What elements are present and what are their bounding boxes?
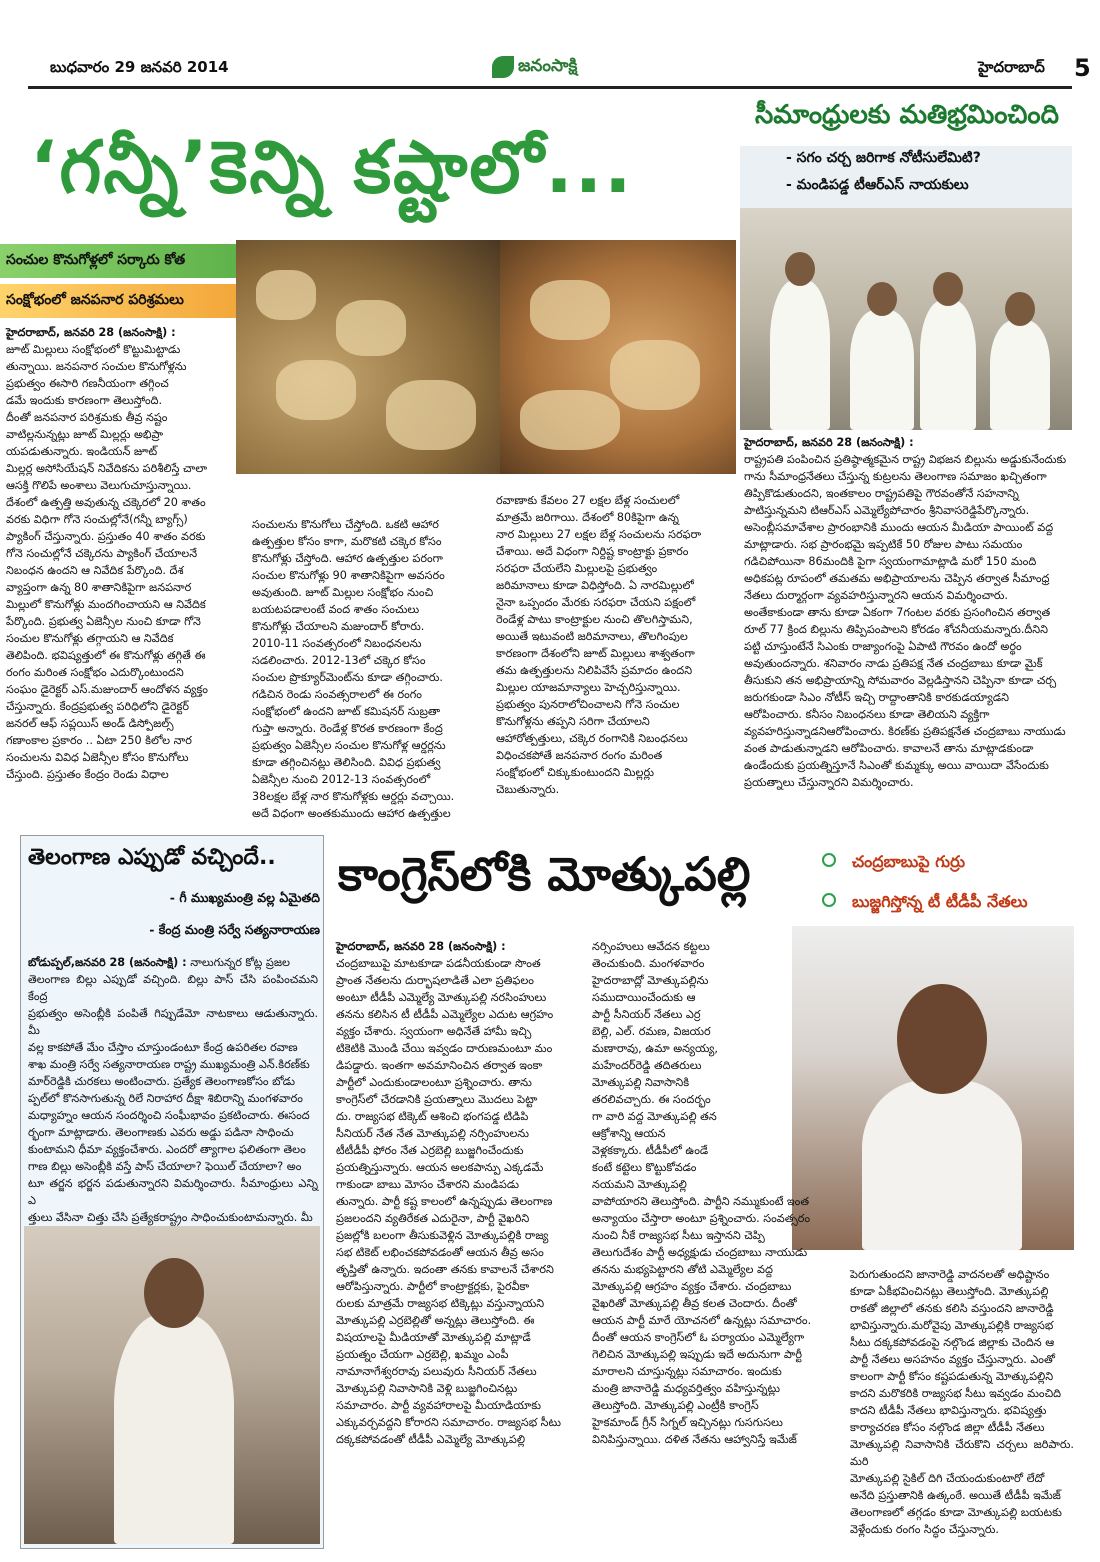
page-number: 5 — [1074, 54, 1091, 82]
text-line: పార్టీ సీనియర్‌ నేతలు ఎర్ర — [592, 1008, 701, 1021]
text-line: కుంటామని ధీమా వ్యక్తంచేశారు. ఎందరో త్యాగాల ఫలితంగా తెలం — [28, 1143, 306, 1156]
text-line: నిబంధన ఉందని ఆ నివేదిక పేర్కొంది. దేశ — [6, 564, 184, 577]
text-line: రాష్ట్రపతి పంపించిన ప్రతిష్ఠాత్మకమైన రాష్ట్ర విభజన బిల్లును అడ్డుకునేందుకు — [744, 453, 1067, 466]
right-headline: సీమాంధ్రులకు మతిభ్రమించింది — [755, 100, 1059, 130]
text-line: తనను కలిసిన టీ టీడీపీ ఎమ్మెల్యేల ఎదుట ఆగ్రహం — [336, 1008, 554, 1021]
text-line: జనరల్‌ ఆఫ్‌ సప్లయిస్‌ అండ్‌ డిస్పోజల్స్‌ — [6, 717, 174, 730]
text-line: మిల్లులో కొనుగోళ్లు మందగించాయని ఆ నివేదిక — [6, 598, 206, 611]
text-line: మధ్యాహ్నం ఆయన సందర్శించి సంఘీభావం ప్రకటించారు. ఈసంద — [28, 1109, 310, 1122]
text-line: కార్యాచరణ కోసం నల్గొండ జిల్లా టీడీపీ నేతలు — [850, 1421, 1045, 1434]
text-line: చెబుతున్నారు. — [496, 783, 560, 796]
main-column-3 — [496, 492, 732, 798]
newspaper-logo — [492, 52, 622, 82]
text-line: సభ టికెట్‌ లభించకపోవడంతో ఆయన తీవ్ర అసం — [336, 1246, 544, 1259]
text-line: కాదని టీడీపీ నేతలు భావిస్తున్నారు. భవిష్యత్తు — [850, 1404, 1047, 1417]
text-line: బెల్లి, ఎల్‌. రమణ, విజయర — [592, 1025, 711, 1038]
text-line: ప్రయత్నం చేయగా ఎర్రబెల్లి, ఖమ్మం ఎంపీ — [336, 1348, 509, 1361]
text-line: తెలంగాణ బిల్లు ఎప్పుడో వచ్చింది. బిల్లు పాస్‌ చేసి పంపించమని కేంద్ర — [28, 973, 318, 1003]
main-headline: ‘గన్నీ’కెన్ని కష్టాలో... — [30, 125, 634, 209]
text-line: వైఖరితో మోత్కుపల్లి తీవ్ర కలత చెందారు. దీంతో — [592, 1297, 797, 1310]
text-line: వంత పాడుతున్నాడని ఆరోపించారు. కావాలనే తాను మాట్లాడకుండా — [744, 742, 1034, 755]
text-line: ప్రజలందని వ్యతిరేకత ఎదురైనా, పార్టీ వైఖరిని — [336, 1212, 530, 1225]
text-line: మార్‌రెడ్డికి చురకలు అంటించారు. ప్రత్యేక తెలంగాణకోసం బోడు — [28, 1075, 295, 1088]
text-line: నర్సింహులు ఆవేదన కట్టలు — [592, 940, 710, 953]
text-line: మోత్కుపల్లి నివాసానికి చేరుకొని చర్చలు జరిపారు. మరి — [850, 1438, 1074, 1468]
text-line: కారణంగా దేశంలోని జూట్‌ మిల్లులు శాశ్వతంగా — [496, 647, 695, 660]
bullet-2: బుజ్జగిస్తోన్న టీ టీడీపీ నేతలు — [822, 892, 1028, 915]
text-line: సంచులను కొనుగోలు చేస్తోంది. ఒకటి ఆహార — [252, 518, 439, 531]
text-line: నైనా ఒప్పందం మేరకు సరఫరా చేయని పక్షంలో — [496, 596, 696, 609]
box-dateline: బోడుప్పల్‌,జనవరి 28 (జనంసాక్షి) : — [28, 956, 187, 969]
text-line: డిపడ్డారు. ఇంతగా అవమానించిన తర్వాత ఇంకా — [336, 1059, 543, 1072]
text-line: అన్యాయం చేస్తారా అంటూ ప్రశ్నించారు. సంవత్సరం — [592, 1212, 811, 1225]
text-line: హైదరాబాద్లో మోత్కుపల్లిను — [592, 974, 709, 987]
right-sub-1: - సగం చర్చ జరిగాక నోటీసులేమిటి? — [786, 150, 981, 166]
text-line: గెలిచిన మోత్కుపల్లి ఇప్పుడు ఇదే అదునుగా పార్టీ — [592, 1348, 803, 1361]
text-line: రాకతో జిల్లాలో తనకు కలిసి వస్తుందని జానారెడ్డి — [850, 1302, 1054, 1315]
text-line: నామానాగేశ్వరరావు పలువురు సీనియర్‌ నేతలు — [336, 1365, 537, 1378]
text-line: గాకుండా బాబు మోసం చేశారని మండిపడు — [336, 1178, 520, 1191]
text-line: రవాణాకు కేవలం 27 లక్షల బేళ్ల సంచులలో — [496, 494, 680, 507]
text-line: చంద్రబాబుపై మాటకూడా పడనీయకుండా సొంత — [336, 957, 541, 970]
text-line: తమ ఉత్పత్తులను నిలిపివేసే ప్రమాదం ఉందని — [496, 664, 693, 677]
text-line: డమే ఇందుకు కారణంగా తెలుస్తోంది. — [6, 394, 163, 407]
text-line: అవుతుందన్నారు. శనివారం నాడు ప్రతిపక్ష నేత చంద్రబాబు కూడా మైక్‌ — [744, 657, 1043, 670]
congress-headline: కాంగ్రెస్‌లోకి మోత్కుపల్లి — [338, 847, 751, 901]
text-line: నయమని మోత్కుపల్లి — [592, 1178, 687, 1191]
right-dateline: హైదరాబాద్‌, జనవరి 28 (జనంసాక్షి) : — [744, 436, 914, 449]
text-line: తీసుకుని తన అభిప్రాయాన్ని సోమవారం వెల్లడిస్తానని చెప్పినా కూడా చర్చ — [744, 674, 1057, 687]
text-line: గాణ బిల్లు అసెంబ్లీకి వస్తే పాస్‌ చేయాలా? ఫెయిల్‌ చేయాలా? అం — [28, 1160, 302, 1173]
text-line: కొనుగోళ్లు చేస్తోంది. ఆహార ఉత్పత్తుల పరంగా — [252, 552, 443, 565]
text-line: సంచుల కొనుగోళ్లు 90 శాతానికిపైగా అవసరం — [252, 569, 445, 582]
text-line: తృప్తితో ఉన్నారు. ఇదంతా తనకు కావాలనే చేశారని — [336, 1263, 554, 1276]
text-line: ప్రభుత్వం ఈసారి గణనీయంగా తగ్గించ — [6, 377, 169, 390]
text-line: కొనుగోళ్లు చేయాలని మజుందార్‌ కోరారు. — [252, 620, 425, 633]
text-line: ఆయన పార్టీ మారే యోచనలో ఉన్నట్లు సమాచారం. — [592, 1314, 812, 1327]
text-line: ఎక్కువర్చవద్దని కోరారని సమాచారం. రాజ్యసభ సీటు — [336, 1416, 562, 1429]
text-line: ప్రయత్నిస్తున్నారు. ఆయన అలకపాన్పు ఎక్కడమే — [336, 1161, 544, 1174]
text-line: సంక్షోభంలో ఉందని జూట్‌ కమిషనర్‌ సుబ్రతా — [252, 705, 441, 718]
right-subheads — [740, 146, 1072, 208]
text-line: మాత్రమే జరిగాయి. దేశంలో 80కిపైగా ఉన్న — [496, 511, 679, 524]
text-line: కాంగ్రెస్‌లో చేరడానికి ప్రయత్నాలు మొదలు పెట్టా — [336, 1093, 538, 1106]
bullet-1: చంద్రబాబుపై గుర్రు — [822, 852, 965, 875]
minister-photo — [24, 1226, 320, 1544]
text-line: వాపోయారని తెలుస్తోంది. పార్టీని నమ్ముకుంటే ఇంత — [592, 1195, 810, 1208]
main-tag-1: సంచుల కొనుగోళ్లలో సర్కారు కోత — [0, 244, 236, 278]
text-line: మిల్లర్ల అసోసియేషన్‌ నివేదికను పరిశీలిస్తే చాలా — [6, 462, 208, 475]
text-line: ప్యాకింగ్‌ చేస్తున్నారు. ప్రస్తుతం 40 శాతం వరకు — [6, 530, 206, 543]
text-line: మోత్కుపల్లి సైకిల్‌ దిగి చేయందుకుంటారో లేదో — [850, 1472, 1045, 1485]
right-column — [744, 434, 1072, 791]
text-line: భావిస్తున్నారు.మరోవైపు మోత్కుపల్లికి రాజ్యసభ — [850, 1319, 1054, 1332]
congress-column-3 — [850, 1266, 1074, 1538]
text-line: 38లక్షల బేళ్ల నార కొనుగోళ్లకు ఆర్డర్లు వచ్చాయి. — [252, 790, 455, 803]
bullet-dot-icon — [822, 853, 836, 867]
text-line: చేస్తుంది. ప్రస్తుతం కేంద్రం రెండు విధాల — [6, 768, 169, 781]
text-line: మణారావు, ఉమా అన్యయ్య, — [592, 1042, 718, 1055]
text-line: ఏజెన్సీల నుంచి 2012-13 సంవత్సరంలో — [252, 773, 431, 786]
text-line: తున్నాయి. జనపనార సంచుల కొనుగోళ్లను — [6, 360, 187, 373]
text-line: వ్యక్తం చేశారు. స్వయంగా అధినేతే హామీ ఇచ్చి — [336, 1025, 532, 1038]
text-line: గా వారి వద్ద మోత్కుపల్లి తన — [592, 1110, 717, 1123]
text-line: గోనె సంచుల్లోనే చక్కెరను ప్యాకింగ్‌ చేయాలనే — [6, 547, 198, 560]
text-line: కూడా ఏకీభవించినట్లు తెలుస్తోంది. మోత్కుపల్లి — [850, 1285, 1049, 1298]
text-line: ప్రజల్లోకి బలంగా తీసుకువెళ్లిన మోత్కుపల్లికి రాజ్య — [336, 1229, 549, 1242]
text-line: సీనియర్‌ నేత నేత మోత్కుపల్లి నర్సింహులను — [336, 1127, 530, 1140]
logo-name: జనంసాక్షి — [518, 56, 578, 76]
text-line: వాటిల్లనున్నట్లు జూట్‌ మిల్లర్లు అభిప్రా — [6, 428, 164, 441]
text-line: అంతేకాకుండా తాను కూడా ఏకంగా 7గంటల వరకు ప్రసంగించిన తర్వాత — [744, 606, 1051, 619]
text-line: ప్పల్‌లో కొనసాగుతున్న రిలే నిరాహార దీక్షా శిబిరాన్ని మంగళవారం — [28, 1092, 303, 1105]
text-line: గడిచిన రెండు సంవత్సరాలలో ఈ రంగం — [252, 688, 422, 701]
text-line: నార మిల్లులు 27 లక్షల బేళ్ల సంచులను సరఫరా — [496, 528, 702, 541]
text-line: సంక్షోభంలో చిక్కుకుంటుందని మిల్లర్లు — [496, 766, 654, 779]
text-line: దు. రాజ్యసభ టిక్కెట్‌ ఆశించి భంగపడ్డ టిడిపి — [336, 1110, 529, 1123]
text-line: విషయాలపై మీడియాతో మోత్కుపల్లి మాట్లాడే — [336, 1331, 531, 1344]
text-line: సంఘం డైరెక్టర్‌ ఎస్‌.మజుందార్‌ ఆందోళన వ్యక్తం — [6, 683, 208, 696]
text-line: వల్ల కాకపోతే మేం చేస్తాం చూస్తుండంటూ కేంద్ర ఉపరితల రవాణ — [28, 1041, 298, 1054]
text-line: జూట్‌ మిల్లులు సంక్షోభంలో కొట్టుమిట్టాడు — [6, 343, 181, 356]
logo-leaf-icon — [492, 56, 514, 78]
text-line: ప్రభుత్వం అసెంబ్లీకి పంపితే గిప్పుడేమో నాటకాలు ఆడుతున్నారు. మీ — [28, 1007, 318, 1037]
text-line: త్తులు వేసినా చిత్తు చేసి ప్రత్యేకరాష్ట్రం సాధించుకుంటామన్నారు. మీ — [28, 1211, 313, 1224]
text-line: గుప్తా అన్నారు. రెండేళ్ల కొరత కారణంగా కేంద్ర — [252, 722, 443, 735]
text-line: హైకమాండ్‌ గ్రీన్‌ సిగ్నల్‌ ఇచ్చినట్లు గుసగుసలు — [592, 1416, 783, 1429]
text-line: దీంతో జనపనార పరిశ్రమకు తీవ్ర నష్టం — [6, 411, 168, 424]
text-line: చేశాయి. అదే విధంగా నిర్దిష్ట కాంట్రాక్టు ప్రకారం — [496, 545, 689, 558]
text-line: గడిచిపోయినా 86మందికి పైగా స్వయంగామాట్లాడి మరో 150 మంది — [744, 555, 1037, 568]
text-line: మాట్లాడారు. సభ ప్రారంభమై ఇప్పటికే 50 రోజుల పాటు సమయం — [744, 538, 1023, 551]
text-line: రెండేళ్ల పాటు కాంట్రాక్టుల నుంచి తొలగిస్తామని, — [496, 613, 693, 626]
congress-column-2 — [592, 938, 842, 1448]
text-line: నేతలు దుర్మార్గంగా వ్యవహరిస్తున్నారని ఆయన విమర్శించారు. — [744, 589, 1008, 602]
text-line: ఆసక్తి గొలిపే అంశాలు వెలుగుచూస్తున్నాయి. — [6, 479, 192, 492]
right-sub-2: - మండిపడ్డ టీఆర్‌ఎస్‌ నాయకులు — [786, 177, 969, 193]
text-line: రూల్‌ 77 క్రింద బిల్లును తిప్పిపంపాలని కోరడం శోచనీయమన్నారు.దీనిని — [744, 623, 1048, 636]
main-dateline: హైదరాబాద్‌, జనవరి 28 (జనంసాక్షి) : — [6, 326, 176, 339]
text-line: సంచుల ప్రొక్యూర్‌మెంట్‌ను కూడా తగ్గించారు. — [252, 671, 443, 684]
text-line: అనేది ప్రస్తుతానికి ఉత్కంఠే. అయితే టీడీపీ ఇమేజ్‌ — [850, 1489, 1061, 1502]
text-line: సంచుల కొనుగోళ్లు తగ్గాయని ఆ నివేదిక — [6, 632, 174, 645]
text-line: రంగం మరింత సంక్షోభం ఎదుర్కొంటుందని — [6, 666, 184, 679]
text-line: తెంచుకుంది. మంగళవారం — [592, 957, 705, 970]
text-line: జరిమానాలు కూడా విధిస్తోంది. ఏ నారమిల్లులో — [496, 579, 694, 592]
text-line: పేర్కొంది. ప్రభుత్వ ఏజెన్సీల నుంచి కూడా గోనె — [6, 615, 201, 628]
text-line: గణాంకాల ప్రకారం .. ఏటా 250 కిలోల నార — [6, 734, 192, 747]
text-line: టికెటికి మొండి చేయి ఇవ్వడం దారుణమంటూ మం — [336, 1042, 553, 1055]
text-line: తిప్పికొడుతుందని, ఇంతకాలం రాష్ట్రపతిపై గౌరవంతోనే సహనాన్ని — [744, 487, 1019, 500]
text-line: యపడుతున్నారు. ఇండియన్‌ జూట్‌ — [6, 445, 158, 458]
text-line: వెళ్లేందుకు రంగం సిద్ధం చేస్తున్నారు. — [850, 1523, 999, 1536]
text-line: బయటపడాలంటే వంద శాతం సంచులు — [252, 603, 420, 616]
box-sub-2: - కేంద్ర మంత్రి సర్వే సత్యనారాయణ — [149, 922, 320, 937]
main-column-1 — [6, 324, 232, 783]
text-line: సమాచారం. పార్టీ వ్యవహారాలపై మీయాడియాకు — [336, 1399, 542, 1412]
text-line: అయితే ఇటువంటి జరిమానాలు, తొలగింపుల — [496, 630, 688, 643]
text-line: తెలుగుదేశం పార్టీ అధ్యక్షుడు చంద్రబాబు నాయుడు — [592, 1246, 808, 1259]
text-line: పార్టీ నేతలు అసహనం వ్యక్తం చేస్తున్నారు. ఎంతో — [850, 1353, 1055, 1366]
text-line: గాను సీమాంధ్రనేతలు చేస్తున్న కుట్రలను తెలంగాణ సమాజం ఖచ్చితంగా — [744, 470, 1047, 483]
jute-bags-photo-2 — [500, 240, 736, 474]
text-line: అవుతుంది. జూట్‌ మిల్లుల సంక్షోభం నుంచి — [252, 586, 434, 599]
box-sub-1: - గీ ముఖ్యమంత్రి వల్ల ఏమైతది — [169, 890, 320, 905]
main-column-2 — [252, 516, 488, 822]
text-line: అదే విధంగా అంతకుముందు ఆహార ఉత్పత్తుల — [252, 807, 451, 820]
trs-leaders-photo — [740, 208, 1072, 430]
text-line: శాఖ మంత్రి సర్వే సత్యనారాయణ రాష్ట్ర ముఖ్యమంత్రి ఎన్‌.కిరణ్‌కు — [28, 1058, 310, 1071]
text-line: మోత్కుపల్లి ఆగ్రహం వ్యక్తం చేశారు. చంద్రబాబు — [592, 1280, 792, 1293]
text-line: తెలంగాణలో తగ్గడం కూడా మోత్కుపల్లి బయటకు — [850, 1506, 1062, 1519]
text-line: రులకు మాత్రమే రాజ్యసభ టిక్కెట్లు వస్తున్నాయని — [336, 1297, 545, 1310]
text-line: వెళ్లకక్కారు. టీడీపీలో ఉండే — [592, 1144, 709, 1157]
text-line: సంచులను వివిధ ఏజెన్సీల కోసం కొనుగోలు — [6, 751, 189, 764]
text-line: మిల్లుల యాజమాన్యాలు హెచ్చరిస్తున్నాయి. — [496, 681, 681, 694]
text-line: ఆరోపిస్తున్నారు. పార్టీలో కాంట్రాక్టర్లకు, పైరవీకా — [336, 1280, 530, 1293]
text-line: తెలుస్తోంది. మోత్కుపల్లి ఎంట్రీకి కాంగ్రెస్‌ — [592, 1399, 759, 1412]
text-line: ప్రభుత్వం ఏజెన్సీల సంచుల కొనుగోళ్ల ఆర్డర్లను — [252, 739, 446, 752]
text-line: మారాలని చూస్తున్నట్లు సమాచారం. ఇందుకు — [592, 1365, 782, 1378]
text-line: ప్రభుత్వం పునరాలోచించాలని గోనె సంచుల — [496, 698, 680, 711]
issue-date: బుధవారం 29 జనవరి 2014 — [50, 58, 229, 76]
text-line: మోత్కుపల్లి నివాసానికి — [592, 1076, 690, 1089]
text-line: వ్యవహరిస్తున్నాడనిఆరోపించారు. కిరణ్‌కు ప్రతిపక్షనేత చంద్రబాబు నాయుడు — [744, 725, 1066, 738]
text-line: ప్రాంత నేతలను దుర్భాషలాడితే ఎలా ప్రతిఫలం — [336, 974, 534, 987]
text-line: పాటిస్తున్నమని టిఆర్‌ఎస్‌ ఎమ్మెల్యేపోచారం శ్రీనివాసరెడ్డిపేర్కొన్నారు. — [744, 504, 1030, 517]
jute-bags-photo-1 — [236, 240, 500, 474]
text-line: కంటే కట్టెలు కొట్టుకోవడం — [592, 1161, 697, 1174]
text-line: మహేందర్‌రెడ్డి తదితరులు — [592, 1059, 702, 1072]
congress-dateline: హైదరాబాద్‌, జనవరి 28 (జనంసాక్షి) : — [336, 940, 506, 953]
text-line: ఉండేందుకు ప్రయత్నిస్తూనే సిఎంతో కుమ్మక్కు అయి వాయిదా వేసేందుకు — [744, 759, 1049, 772]
text-line: తరలివచ్చారు. ఈ సందర్భం — [592, 1093, 711, 1106]
text-line: కాదని మరొకరికి రాజ్యసభ సీటు ఇవ్వడం మంచిది — [850, 1387, 1062, 1400]
text-line: కూడా తగ్గించినట్లు తెలిసింది. వివిధ ప్రభుత్వ — [252, 756, 441, 769]
text-line: నుంచి నీకే రాజ్యసభ సీటు ఇస్తానని చెప్పి — [592, 1229, 765, 1242]
text-line: దేశంలో ఉత్పత్తి అవుతున్న చక్కెరలో 20 శాతం — [6, 496, 206, 509]
text-line: సీటు దక్కకపోవడంపై నల్గొండ జిల్లాకు చెందిన ఆ — [850, 1336, 1055, 1349]
text-line: పెరుగుతుందని జానారెడ్డి వాదనలతో అధిష్టానం — [850, 1268, 1050, 1281]
text-line: విధించకపోతే జనపనార రంగం మరింత — [496, 749, 663, 762]
main-tag-2: సంక్షోభంలో జనపనార పరిశ్రమలు — [0, 284, 236, 318]
text-line: సరఫరా చేయలేని మిల్లులపై ప్రభుత్వం — [496, 562, 658, 575]
text-line: ఉత్పత్తుల కోసం కాగా, మరొకటి చక్కెర కోసం — [252, 535, 442, 548]
text-line: మోత్కుపల్లి ఎర్రబెల్లితో అన్నట్లు తెలుస్తోంది. ఈ — [336, 1314, 535, 1327]
text-line: అసెంబ్లీసమావేశాల ప్రారంభానికి ముందు ఆయన మీడియా పాయింట్‌ వద్ద — [744, 521, 1054, 534]
congress-column-1 — [336, 938, 584, 1448]
text-line: ప్రయత్నాలు చేస్తున్నారని విమర్శించారు. — [744, 776, 914, 789]
text-line: టీటీడీపీ ఫోరం నేత ఎర్రబెల్లి బుజ్జగించేందుకు — [336, 1144, 524, 1157]
text-line: మంత్రి జానారెడ్డి మధ్యవర్తిత్వం వహిస్తున్నట్లు — [592, 1382, 780, 1395]
text-line: 2010-11 సంవత్సరంలో నిబంధనలను — [252, 637, 422, 650]
text-line: చేస్తున్నారు. కేంద్రప్రభుత్వ పరిధిలోని డైరెక్టర్‌ — [6, 700, 190, 713]
text-line: నాలుగున్నర కోట్ల ప్రజల — [190, 956, 290, 969]
text-line: ఆరోపించారు. కనీసం నిబంధనలు కూడా తెలియని వ్యక్తిగా — [744, 708, 990, 721]
bullet-dot-icon — [822, 893, 836, 907]
text-line: అంటూ టీడీపీ ఎమ్మెల్యే మోత్కుపల్లి నరసింహులు — [336, 991, 547, 1004]
text-line: పట్టి చూస్తుంటేనే సిఎంకు రాజ్యాంగంపై ఏపాటి గౌరవం ఉందో అర్థం — [744, 640, 1022, 653]
text-line: ర్భంగా మాట్లాడారు. తెలంగాణకు ఎవరు అడ్డు పడినా సాధించు — [28, 1126, 294, 1139]
box-headline: తెలంగాణ ఎప్పుడో వచ్చిందే.. — [28, 845, 276, 870]
text-line: వ్యాప్తంగా ఉన్న 80 శాతానికిపైగా జనపనార — [6, 581, 192, 594]
text-line: తనను మభ్యపెట్టారని తోటి ఎమ్మెల్యేల వద్ద — [592, 1263, 773, 1276]
text-line: పార్టీలో ఎందుకుండాలంటూ ప్రశ్నించారు. తాను — [336, 1076, 532, 1089]
text-line: తెలిపింది. భవిష్యత్తులో ఈ కొనుగోళ్లు తగ్గితే ఈ — [6, 649, 206, 662]
text-line: ఆక్రోశాన్ని ఆయన — [592, 1127, 666, 1140]
edition-city: హైదరాబాద్ — [978, 58, 1045, 76]
text-line: దీంతో ఆయన కాంగ్రెస్‌లో ఓ పర్యాయం ఎమ్మెల్యేగా — [592, 1331, 805, 1344]
text-line: దక్కకపోవడంతో టీడీపీ ఎమ్మెల్యే మోత్కుపల్లి — [336, 1433, 526, 1446]
text-line: వరకు విధిగా గోనె సంచుల్లోనే(గన్నీ బ్యాగ్స్‌) — [6, 513, 188, 526]
text-line: తున్నారు. పార్టీ కష్ట కాలంలో ఉన్నప్పుడు తెలంగాణ — [336, 1195, 553, 1208]
text-line: కొనుగోళ్లను తప్పని సరిగా చేయాలని — [496, 715, 650, 728]
masthead-rule — [28, 86, 1072, 89]
text-line: జరుగకుండా సిఎం నోటీస్‌ ఇచ్చి రాద్దాంతానికి కారకుడయ్యాడని — [744, 691, 1010, 704]
text-line: అధికపట్ల రూపంలో తమతమ అభిప్రాయాలను చెప్పిన తర్వాత సీమాంధ్ర — [744, 572, 1050, 585]
text-line: సడలించారు. 2012-13లో చక్కెర కోసం — [252, 654, 426, 667]
text-line: మోత్కుపల్లి నివాసానికి వెళ్లి బుజ్జగించినట్లు — [336, 1382, 518, 1395]
text-line: వినిపిస్తున్నాయి. దళిత నేతను ఆహ్వానిస్తే ఇమేజ్‌ — [592, 1433, 797, 1446]
text-line: సముదాయించేందుకు ఆ — [592, 991, 696, 1004]
text-line: కాలంగా పార్టీ కోసం కష్టపడుతున్న మోత్కుపల్లిని — [850, 1370, 1054, 1383]
text-line: టూ తర్జన భర్జన పడుతున్నారని విమర్శించారు. సీమాంధ్రులు ఎన్ని ఎ — [28, 1177, 318, 1207]
text-line: ఆహారోత్పత్తులు, చక్కెర రంగానికి నిబంధనలు — [496, 732, 688, 745]
